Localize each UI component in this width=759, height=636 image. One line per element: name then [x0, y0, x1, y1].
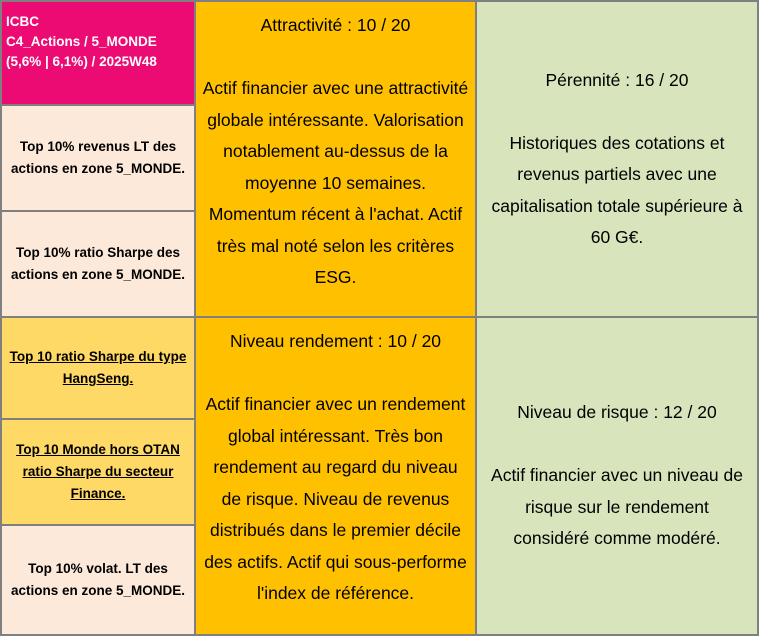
attractivite-description: Actif financier avec une attractivité globale intéressante. Valorisation notablement au-dessus de la moyenne 10 semaines. Momentum récent à l'achat. Actif très mal noté selon les critères ESG.	[202, 78, 469, 287]
ranking-item: Top 10% ratio Sharpe des actions en zone 5_MONDE.	[1, 211, 195, 317]
rendement-description: Actif financier avec un rendement global intéressant. Très bon rendement au regard du niveau de risque. Niveau de revenus distribués dans le premier décile des actifs. Actif qui sous-performe l'index de référence.	[204, 394, 467, 603]
asset-category: C4_Actions / 5_MONDE	[6, 34, 157, 49]
asset-name: ICBC	[6, 14, 39, 29]
risque-description: Actif financier avec un niveau de risque sur le rendement considéré comme modéré.	[491, 465, 743, 549]
ranking-item: Top 10% volat. LT des actions en zone 5_MONDE.	[1, 525, 195, 635]
ranking-item: Top 10 ratio Sharpe du type HangSeng.	[1, 317, 195, 419]
perennite-description: Historiques des cotations et revenus partiels avec une capitalisation totale supérieure à 60 G€.	[491, 132, 743, 247]
perennite-heading: Pérennité : 16 / 20	[545, 69, 689, 90]
rendement-heading: Niveau rendement : 10 / 20	[229, 331, 442, 351]
risque-panel	[476, 317, 758, 635]
attractivite-heading: Attractivité : 10 / 20	[260, 15, 411, 35]
ranking-item: Top 10 Monde hors OTAN ratio Sharpe du secteur Finance.	[1, 419, 195, 525]
rendement-panel	[195, 317, 476, 635]
perennite-panel	[476, 1, 758, 317]
attractivite-panel	[195, 1, 476, 317]
ranking-item: Top 10% revenus LT des actions en zone 5_MONDE.	[1, 105, 195, 211]
asset-yields-week: (5,6% | 6,1%) / 2025W48	[6, 54, 157, 69]
risque-heading: Niveau de risque : 12 / 20	[517, 402, 717, 423]
asset-title-block	[1, 1, 195, 105]
